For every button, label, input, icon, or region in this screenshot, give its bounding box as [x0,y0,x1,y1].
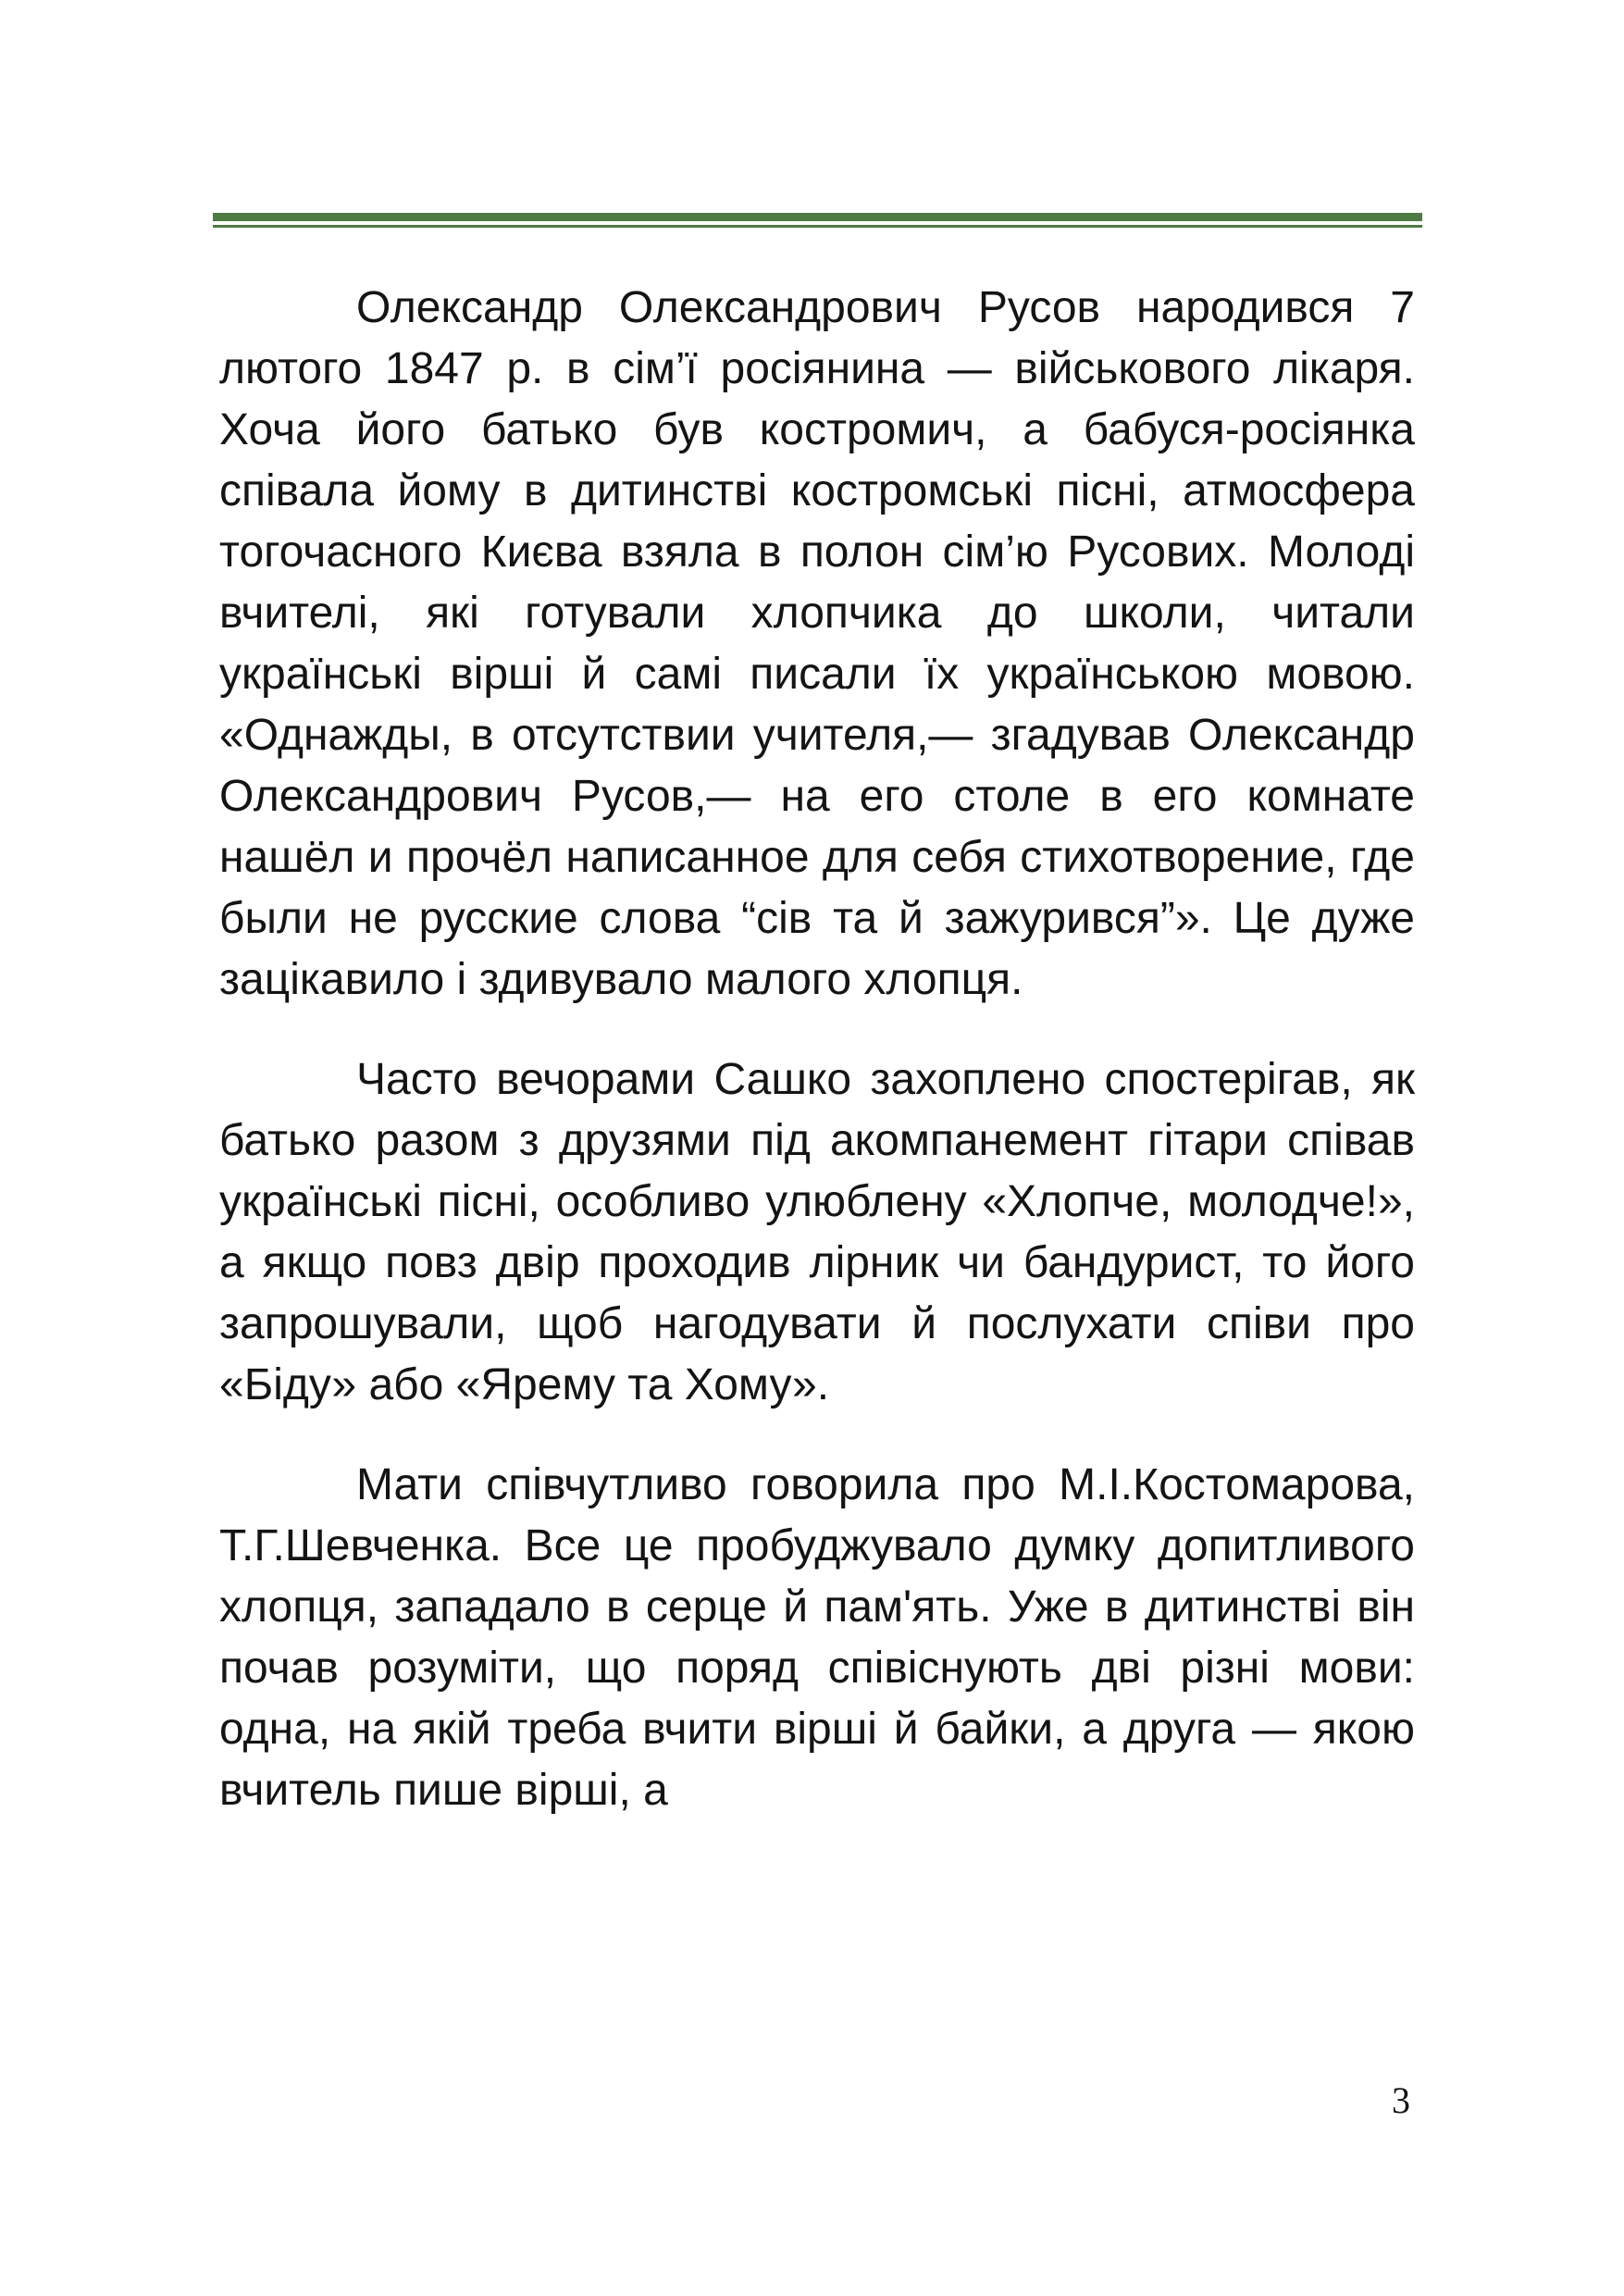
header-rule-thin-line [213,225,1422,228]
paragraph-3: Мати співчутливо говорила про М.І.Костомарова, Т.Г.Шевченка. Все це пробуджувало думку допитливого хлопця, западало в серце й пам'ять. Уже в дитинстві він почав розуміти, що поряд співіснують дві різні мови: одна, на якій треба вчити вірші й байки, а друга — якою вчитель пише вірші, а [219,1460,1415,1815]
page-number: 3 [1392,2079,1410,2121]
paragraph-1: Олександр Олександрович Русов народився 7 лютого 1847 р. в сім’ї росіянина — військового лікаря. Хоча його батько був костромич, а бабуся-росіянка співала йому в дитинстві костромські пісні, атмосфера тогочасного Києва взяла в полон сім’ю Русових. Молоді вчителі, які готували хлопчика до школи, читали українські вірші й самі писали їх українською мовою. «Однажды, в отсутствии учителя,— згадував Олександр Олександрович Русов,— на его столе в его комнате нашёл и прочёл написанное для себя стихотворение, где были не русские слова “сів та й зажурився”». Це дуже зацікавило і здивувало малого хлопця. [219,283,1415,1004]
paragraph-2: Часто вечорами Сашко захоплено спостерігав, як батько разом з друзями під акомпанемент гітари співав українські пісні, особливо улюблену «Хлопче, молодче!», а якщо повз двір проходив лірник чи бандурист, то його запрошували, щоб нагодувати й послухати співи про «Біду» або «Ярему та Хому». [219,1055,1415,1409]
page-body [219,278,1415,1860]
header-rule-thick-line [213,213,1422,221]
header-rule [213,213,1422,231]
